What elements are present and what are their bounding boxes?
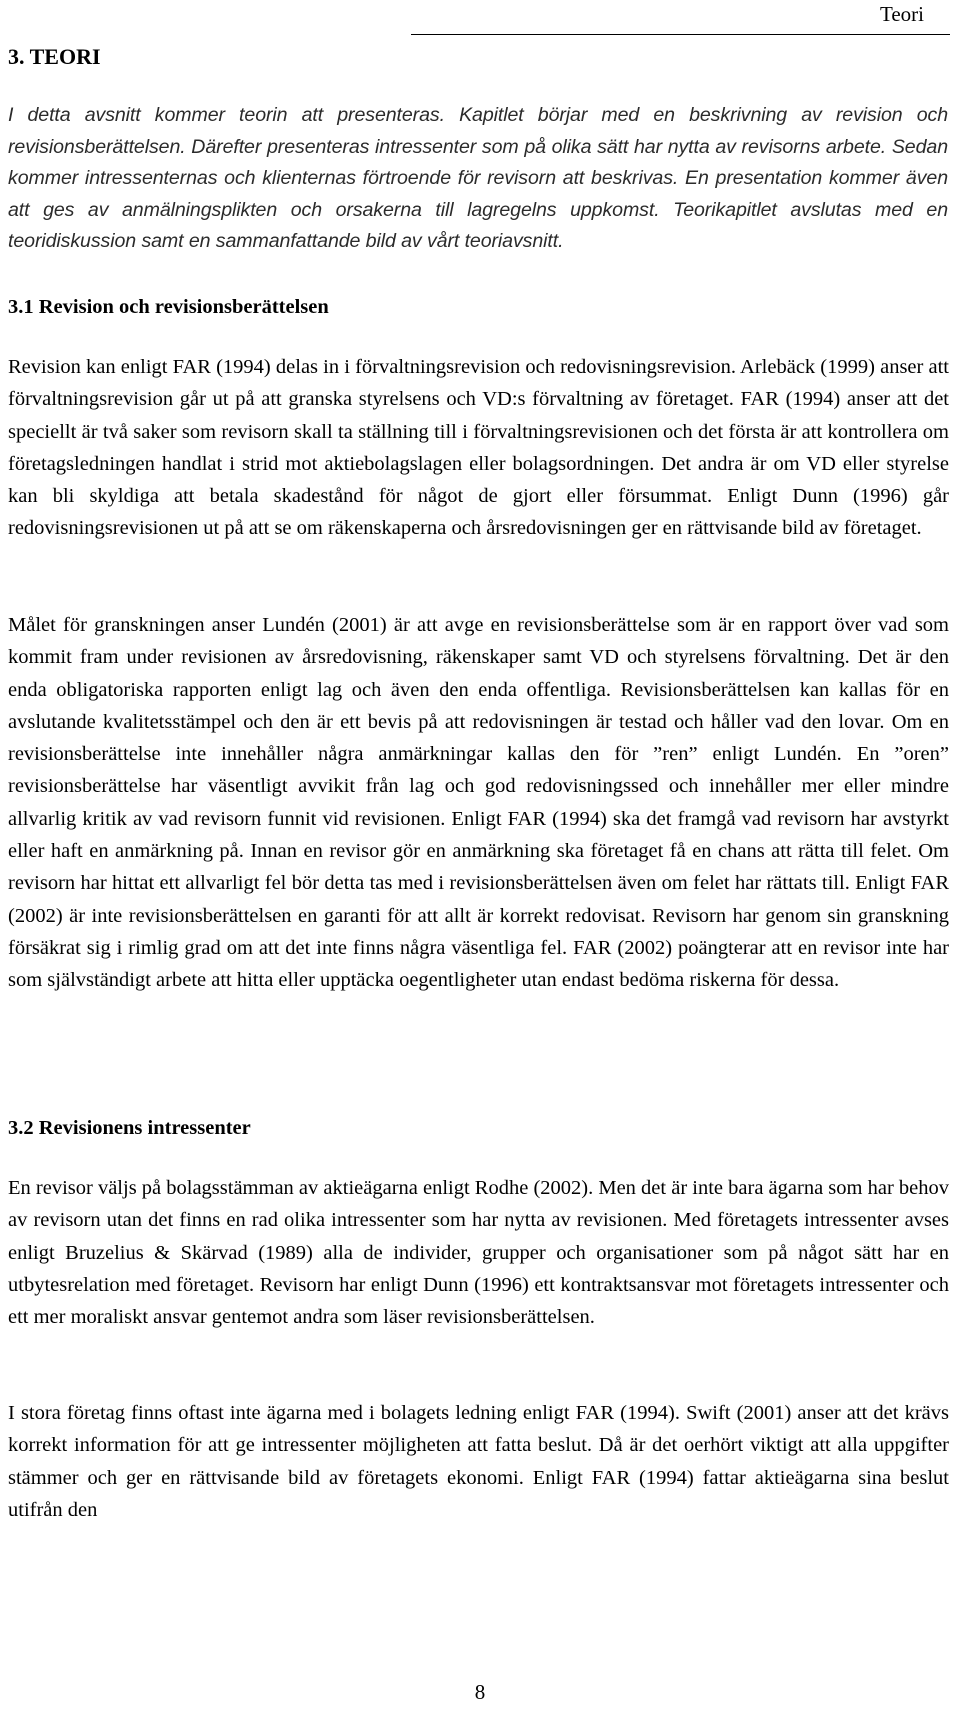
page-number: 8 (474, 1680, 486, 1704)
header-rule (411, 34, 950, 35)
paragraph-revision-types: Revision kan enligt FAR (1994) delas in i förvaltningsrevision och redovisningsrevision. Arlebäck (1999) anser att förvaltningsrevision går ut på att granska styrelsens och VD:s förvaltning av företaget. FAR (1994) anser att det speciellt är två saker som revisorn skall ta ställning till i förvaltningsrevisionen och det första är att kontrollera om företagsledningen handlat i strid mot aktiebolagslagen eller bolagsordningen. Det andra är om VD eller styrelse kan bli skyldiga att betala skadestånd för något de gjort eller försummat. Enligt Dunn (1996) går redovisningsrevisionen ut på att se om räkenskaperna och årsredovisningen ger en rättvisande bild av företaget. (8, 356, 949, 540)
chapter-title: 3. TEORI (8, 44, 101, 69)
chapter-intro: I detta avsnitt kommer teorin att presenteras. Kapitlet börjar med en beskrivning av revision och revisionsberättelsen. Därefter presenteras intressenter som på olika sätt har nytta av revisorns arbete. Sedan kommer intressenternas och klienternas förtroende för revisorn att beskrivas. En presentation kommer även att ges av anmälningsplikten och orsakerna till lagregelns uppkomst. Teorikapitlet avslutas med en teoridiskussion samt en sammanfattande bild av vårt teoriavsnitt. (8, 104, 948, 253)
section-heading-3-1: 3.1 Revision och revisionsberättelsen (8, 296, 329, 318)
paragraph-audit-report: Målet för granskningen anser Lundén (2001) är att avge en revisionsberättelse som är en rapport över vad som kommit fram under revisionen av årsredovisning, räkenskaper samt VD och styrelsens förvaltning. Det är den enda obligatoriska rapporten enligt lag och även den enda offentliga. Revisionsberättelsen kan kallas för en avslutande kvalitetsstämpel och den är ett bevis på att redovisningen är testad och håller vad den lovar. Om en revisionsberättelse inte innehåller några anmärkningar kallas den för ”ren” enligt Lundén. En ”oren” revisionsberättelse har väsentligt avvikit från lag och god redovisningssed och innehåller mer eller mindre allvarlig kritik av vad revisorn funnit vid revisionen. Enligt FAR (1994) ska det framgå vad revisorn har avstyrkt eller haft en anmärkning på. Innan en revisor gör en anmärkning ska företaget få en chans att rätta till felet. Om revisorn har hittat ett allvarligt fel bör detta tas med i revisionsberättelsen även om felet har rättats till. Enligt FAR (2002) är inte revisionsberättelsen en garanti för att allt är korrekt redovisat. Revisorn har genom sin granskning försäkrat sig i rimlig grad om att det inte finns några väsentliga fel. FAR (2002) poängterar att en revisor inte har som självständigt arbete att hitta eller upptäcka oegentligheter utan endast bedöma riskerna för dessa. (8, 614, 949, 992)
paragraph-stakeholders: En revisor väljs på bolagsstämman av aktieägarna enligt Rodhe (2002). Men det är inte bara ägarna som har behov av revisorn utan det finns en rad olika intressenter som har nytta av revisionen. Med företagets intressenter avses enligt Bruzelius & Skärvad (1989) alla de individer, grupper och organisationer som på något sätt har en utbytesrelation med företaget. Revisorn har enligt Dunn (1996) ett kontraktsansvar mot företagets intressenter och ett mer moraliskt ansvar gentemot andra som läser revisionsberättelsen. (8, 1177, 949, 1329)
running-header: Teori (879, 2, 924, 26)
section-heading-3-2: 3.2 Revisionens intressenter (8, 1117, 251, 1139)
paragraph-large-companies: I stora företag finns oftast inte ägarna med i bolagets ledning enligt FAR (1994). Swift (2001) anser att det krävs korrekt information för att ge intressenter möjligheten att fatta beslut. Då är det oerhört viktigt att alla uppgifter stämmer och ger en rättvisande bild av företagets ekonomi. Enligt FAR (1994) fattar aktieägarna sina beslut utifrån den (8, 1402, 949, 1521)
